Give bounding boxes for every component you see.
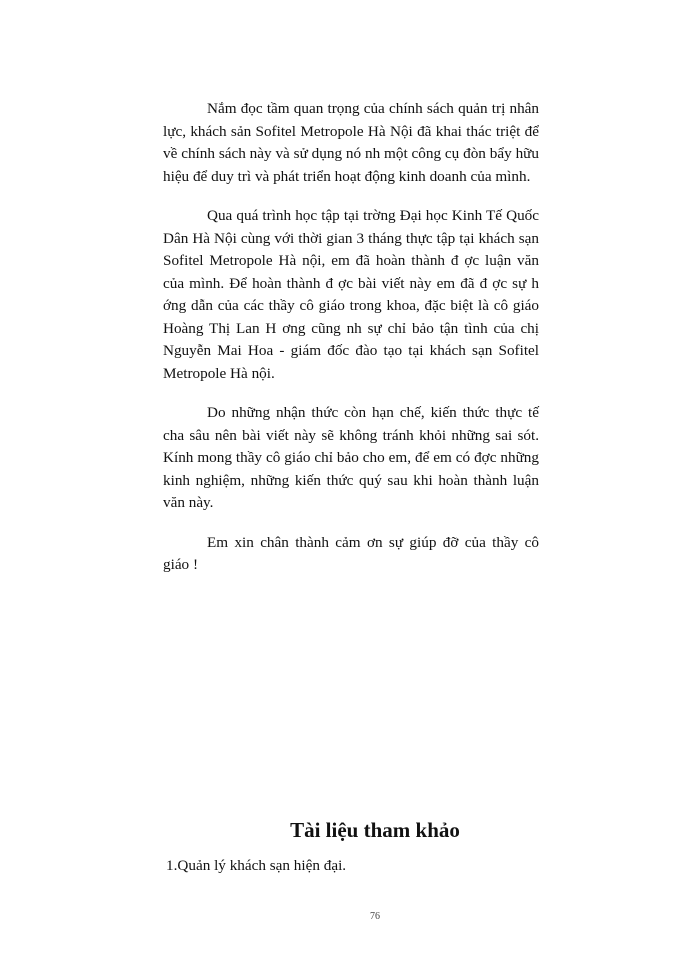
references-heading: Tài liệu tham khảo: [290, 818, 460, 842]
body-text: [163, 98, 539, 594]
paragraph: Qua quá trình học tập tại trờng Đại học Kinh Tế Quốc Dân Hà Nội cùng với thời gian 3 tháng thực tập tại khách sạn Sofitel Metropole Hà nội, em đã hoàn thành đ ợc luận văn của mình. Để hoàn thành đ ợc bài viết này em đã đ ợc sự h ớng dẫn của các thầy cô giáo trong khoa, đặc biệt là cô giáo Hoàng Thị Lan H ơng cũng nh sự chỉ bảo tận tình của chị Nguyễn Mai Hoa - giám đốc đào tạo tại khách sạn Sofitel Metropole Hà nội.: [163, 207, 539, 382]
reference-item: 1.Quản lý khách sạn hiện đại.: [166, 857, 347, 874]
paragraph: Nắm đọc tầm quan trọng của chính sách quản trị nhân lực, khách sản Sofitel Metropole Hà Nội đã khai thác triệt để về chính sách này và sử dụng nó nh một công cụ đòn bẩy hữu hiệu để duy trì và phát triển hoạt động kinh doanh của mình.: [163, 100, 539, 185]
paragraph: Do những nhận thức còn hạn chế, kiến thức thực tế cha sâu nên bài viết này sẽ không tránh khỏi những sai sót. Kính mong thầy cô giáo chỉ bảo cho em, để em có đợc những kinh nghiệm, những kiến thức quý sau khi hoàn thành luận văn này.: [163, 404, 539, 511]
paragraph: Em xin chân thành cảm ơn sự giúp đỡ của thầy cô giáo !: [163, 533, 539, 573]
page-number: 76: [370, 911, 380, 922]
